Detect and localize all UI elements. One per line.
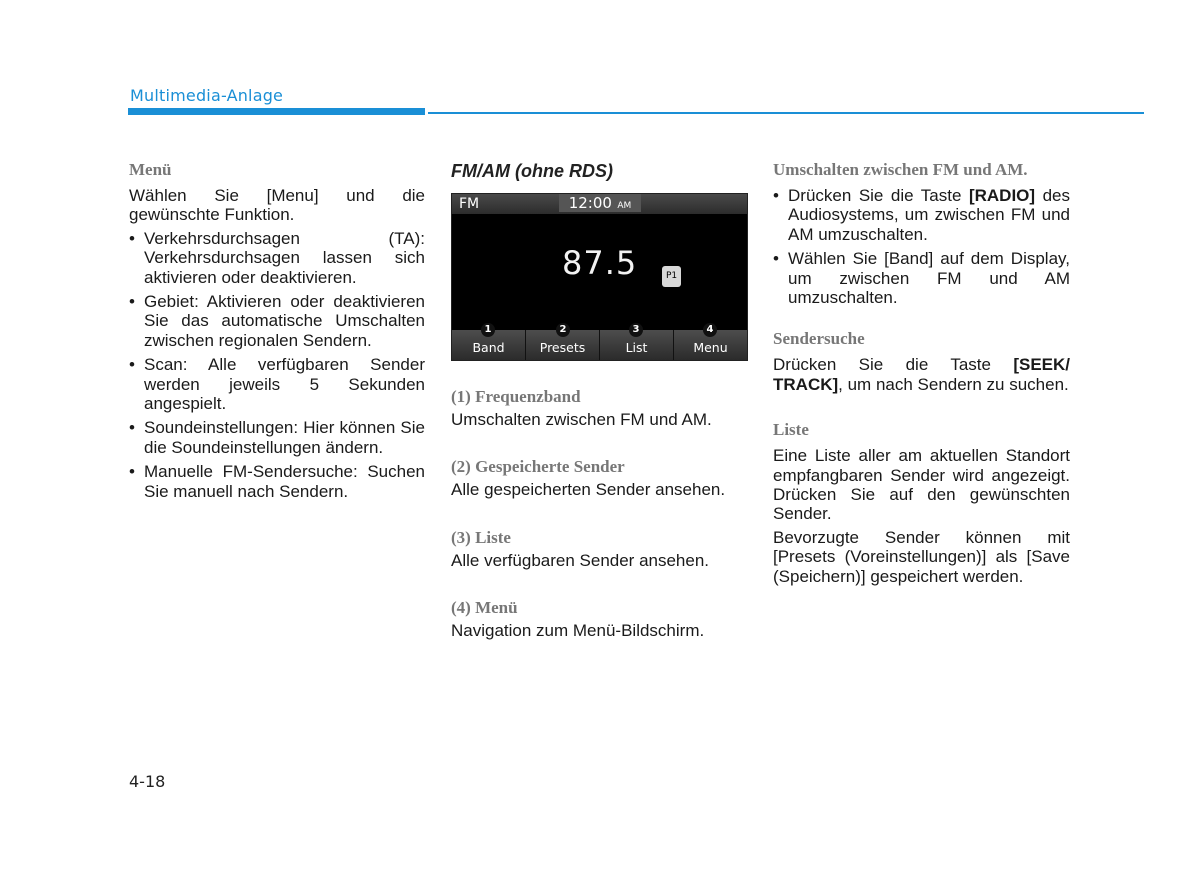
middle-column [451,160,748,669]
list-paragraph-1: Eine Liste aller am aktuellen Standort empfangbaren Sender wird angezeigt. Drücken Sie auf den gewünschten Sender. [773,446,1070,524]
header-bar-thin [428,112,1144,114]
section-title: FM/AM (ohne RDS) [451,161,613,181]
screen-menu-button: Menu [673,330,747,360]
bullet-item: • Wählen Sie [Band] auf dem Display, um zwischen FM und AM umzuschalten. [773,249,1070,307]
bullet-item: • Soundeinstellungen: Hier können Sie die Soundeinstellungen ändern. [129,418,425,457]
menu-bullet-list [129,229,425,501]
screen-band-label: FM [459,196,480,212]
bullet-item: • Verkehrsdurchsagen (TA): Verkehrsdurchsagen lassen sich aktivieren oder deaktivieren. [129,229,425,287]
bullet-item: • Scan: Alle verfügbaren Sender werden jeweils 5 Sekunden angespielt. [129,355,425,413]
menu-heading: Menü [129,160,172,179]
callout-desc-3 [451,528,748,570]
screen-clock [559,194,641,212]
callout-text: Umschalten zwischen FM und AM. [451,410,712,429]
seek-key-label: [SEEK/ TRACK] [773,355,1070,394]
list-paragraph-2: Bevorzugte Sender können mit [Presets (Voreinstellungen)] als [Save (Speichern)] gespeichert werden. [773,527,1070,586]
screen-ampm: AM [617,201,632,211]
seek-heading: Sendersuche [773,329,865,349]
callout-marker-3: 3 [629,323,643,337]
radio-key-label: [RADIO] [968,186,1036,205]
callout-desc-2 [451,457,748,499]
callout-descriptions [451,387,748,641]
screen-list-button: List [599,330,673,360]
callout-text: Navigation zum Menü-Bildschirm. [451,621,705,641]
callout-heading: (4) Menü [451,598,518,618]
list-heading: Liste [773,420,809,440]
switch-b1-pre: Drücken Sie die Taste [788,186,969,205]
header-bar-thick [128,108,425,115]
callout-heading: (2) Gespeicherte Sender [451,457,625,477]
right-column [773,160,1070,590]
seek-text [773,355,1070,394]
screen-band-button: Band [452,330,525,360]
screen-presets-button: Presets [525,330,599,360]
switch-b1-post: des Audiosystems, um zwischen FM und AM umzuschalten. [788,186,1070,244]
seek-pre: Drücken Sie die Taste [773,355,1014,375]
screen-button-bar [452,330,747,360]
callout-marker-1: 1 [481,323,495,337]
seek-post: , um nach Sendern zu suchen. [838,374,1069,394]
callout-marker-4: 4 [703,323,717,337]
left-column [129,160,425,506]
switch-bullet-list [773,186,1070,307]
header-title: Multimedia-Anlage [130,86,284,105]
callout-text: Alle verfügbaren Sender ansehen. [451,550,710,570]
menu-intro: Wählen Sie [Menu] und die gewünschte Funktion. [129,186,425,225]
bullet-item [773,186,1070,244]
callout-text: Alle gespeicherten Sender ansehen. [451,480,726,500]
screen-time: 12:00 [568,194,612,212]
page-number: 4-18 [129,772,166,791]
screen-preset-badge: P1 [662,266,681,287]
screen-frequency: 87.5 [562,244,638,282]
callout-desc-1 [451,387,748,429]
switch-heading: Umschalten zwischen FM und AM. [773,160,1028,179]
callout-marker-2: 2 [556,323,570,337]
callout-heading: (3) Liste [451,527,511,547]
bullet-item: • Gebiet: Aktivieren oder deaktivieren Sie das automatische Umschalten zwischen regionalen Sendern. [129,292,425,350]
callout-desc-4 [451,598,748,640]
radio-screen-image [451,193,748,361]
callout-heading: (1) Frequenzband [451,387,581,406]
bullet-item: • Manuelle FM-Sendersuche: Suchen Sie manuell nach Sendern. [129,462,425,501]
